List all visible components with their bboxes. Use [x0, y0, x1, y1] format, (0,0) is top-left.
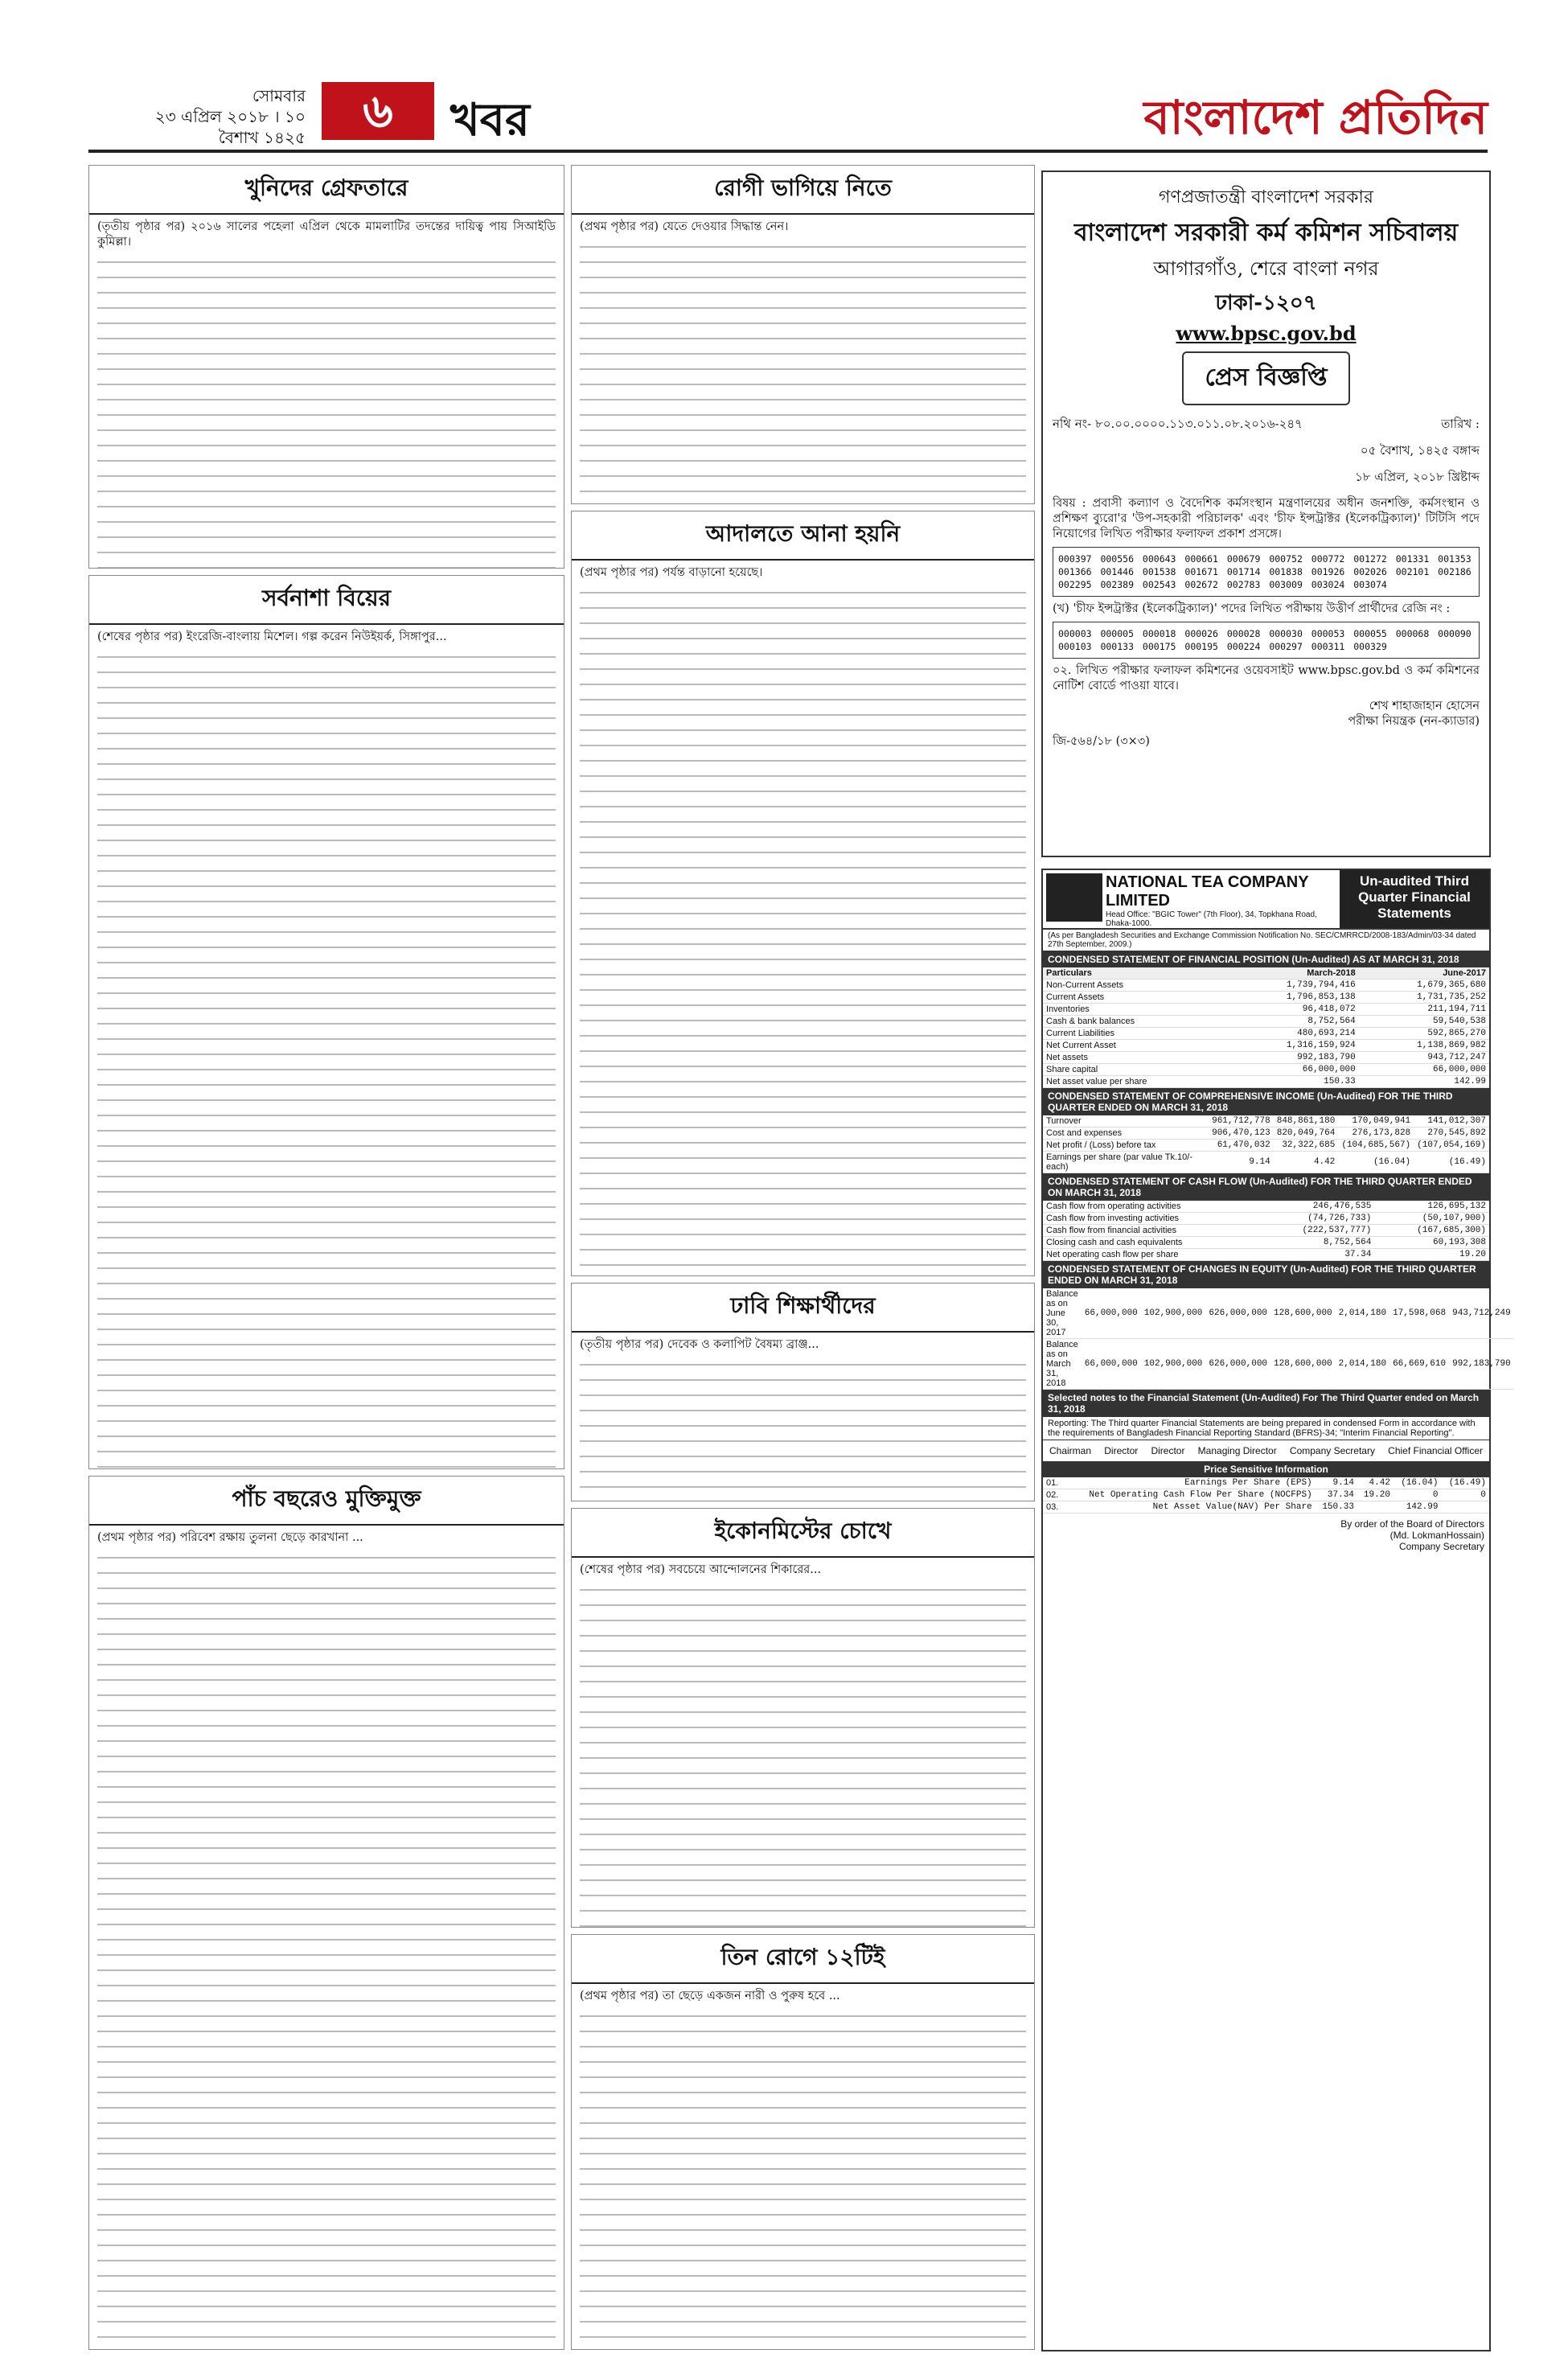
row-label: Current Assets — [1043, 992, 1229, 1004]
cell-value: 37.34 — [1316, 1489, 1357, 1501]
cell-value: 66,000,000 — [1229, 1064, 1359, 1076]
signature-label: Director — [1151, 1445, 1185, 1456]
psi-title: Price Sensitive Information — [1043, 1461, 1489, 1477]
row-label: Cash & bank balances — [1043, 1016, 1229, 1028]
article-title: আদালতে আনা হয়নি — [572, 511, 1034, 561]
masthead — [88, 77, 1488, 153]
signature-label: Director — [1104, 1445, 1139, 1456]
row-label: Inventories — [1043, 1004, 1229, 1016]
cell-value: (222,537,777) — [1260, 1225, 1375, 1237]
row-label: Net asset value per share — [1043, 1076, 1229, 1088]
cell-value: 66,000,000 — [1359, 1064, 1489, 1076]
article-body — [580, 2009, 1026, 2350]
table-row — [1043, 1028, 1489, 1040]
article-body — [580, 1583, 1026, 1928]
cell-value: (74,726,733) — [1260, 1213, 1375, 1225]
cell-value: 17,598,068 — [1389, 1288, 1449, 1339]
sci-table — [1043, 1115, 1489, 1173]
date-bn: ০৫ বৈশাখ, ১৪২৫ বঙ্গাব্দ — [1360, 443, 1480, 458]
statement-title: Un-audited Third Quarter Financial Statements — [1340, 870, 1489, 928]
notice-city: ঢাকা-১২০৭ — [1215, 291, 1317, 315]
secretary-title: Company Secretary — [1398, 1541, 1484, 1552]
cell-value — [1357, 1501, 1394, 1514]
company-address: Head Office: "BGIC Tower" (7th Floor), 34, Topkhana Road, Dhaka-1000. — [1106, 910, 1317, 928]
table-row — [1043, 1152, 1489, 1173]
row-label: Cash flow from investing activities — [1043, 1213, 1260, 1225]
cell-value: 60,193,308 — [1374, 1237, 1489, 1249]
table-row — [1043, 1040, 1489, 1052]
cell-value: (16.04) — [1394, 1477, 1442, 1489]
sce-title: CONDENSED STATEMENT OF CHANGES IN EQUITY (Un-Audited) FOR THE THIRD QUARTER ENDED ON MARCH 31, 2018 — [1043, 1261, 1489, 1288]
sfp-table: Particulars March-2018 June-2017 Non-Current Assets 1,739,794,416 1,679,365,680 Current Assets 1,796,853,138 1,731,735,252 Inventories 96,418,072 211,194,711 Cash & bank balances 8,752,564 59,540,538 Current Liabilities 480,693,214 592,865,270 Net Current Asset 1,316,159,924 1,138,869,982 Net assets 992,183,790 943,712,247 Share capital 66,000,000 66,000,000 Net asset value per share 150.33 142.99 — [1043, 967, 1489, 1088]
cell-value: (107,054,169) — [1414, 1140, 1489, 1152]
section-title: খবর — [450, 93, 530, 146]
date-label: তারিখ : — [1441, 417, 1480, 431]
table-row — [1043, 1288, 1514, 1339]
signature-label: Chief Financial Officer — [1388, 1445, 1483, 1456]
page-number: ৬ — [322, 82, 434, 140]
cell-value: 8,752,564 — [1260, 1237, 1375, 1249]
notes-text: Reporting: The Third quarter Financial Statements are being prepared in condensed Form in accordance with the requirements of Bangladesh Financial Reporting Standard (BFRS)-34; "Interim Financial Reporting". — [1043, 1417, 1489, 1440]
cell-value — [1441, 1501, 1489, 1514]
cell-value: (50,107,900) — [1374, 1213, 1489, 1225]
cell-value: 626,000,000 — [1205, 1339, 1270, 1390]
cell-value: 96,418,072 — [1229, 1004, 1359, 1016]
notice-meta — [1043, 412, 1489, 438]
cell-value: (167,685,300) — [1374, 1225, 1489, 1237]
article-lead: (তৃতীয় পৃষ্ঠার পর) ২০১৬ সালের পহেলা এপ্রিল থেকে মামলাটির তদন্তের দায়িত্ব পায় সিআইডি কুমিল্লা। — [97, 220, 556, 248]
psi-table — [1043, 1477, 1489, 1514]
row-label: Earnings per share (par value Tk.10/-each) — [1043, 1152, 1209, 1173]
table-row — [1043, 1201, 1489, 1213]
table-row — [1043, 1115, 1489, 1127]
cell-value: (16.04) — [1338, 1152, 1414, 1173]
article-lead: (শেষের পৃষ্ঠার পর) ইংরেজি-বাংলায় মিশেল। গল্প করেন নিউইয়র্ক, সিঙ্গাপুর... — [97, 630, 447, 643]
table-row — [1043, 980, 1489, 992]
cell-value: 943,712,247 — [1359, 1052, 1489, 1064]
table-row — [1043, 1501, 1489, 1514]
cell-value: 626,000,000 — [1205, 1288, 1270, 1339]
cell-value: 592,865,270 — [1359, 1028, 1489, 1040]
cell-value: 66,000,000 — [1082, 1288, 1141, 1339]
row-label: Balance as on March 31, 2018 — [1043, 1339, 1082, 1390]
cell-value: 276,173,828 — [1338, 1127, 1414, 1140]
signature-row — [1043, 1440, 1489, 1461]
cell-value: Earnings Per Share (EPS) — [1064, 1477, 1316, 1489]
cell-value: 1,679,365,680 — [1359, 980, 1489, 992]
cell-value: 9.14 — [1316, 1477, 1357, 1489]
article — [571, 1283, 1035, 1501]
table-row — [1043, 1339, 1514, 1390]
cell-value: 61,470,032 — [1209, 1140, 1274, 1152]
article-lead: (তৃতীয় পৃষ্ঠার পর) দেবেক ও কলাপিট বৈষম্য ব্রাঞ্জ... — [580, 1338, 819, 1351]
article — [88, 1476, 564, 2350]
signature-label: Managing Director — [1197, 1445, 1277, 1456]
row-label: 01. — [1043, 1477, 1064, 1489]
cell-value: (104,685,567) — [1338, 1140, 1414, 1152]
row-label: Net profit / (Loss) before tax — [1043, 1140, 1209, 1152]
article — [571, 511, 1035, 1276]
cell-value: 246,476,535 — [1260, 1201, 1375, 1213]
cell-value: 270,545,892 — [1414, 1127, 1489, 1140]
cell-value: 102,900,000 — [1141, 1288, 1206, 1339]
table-row — [1043, 1237, 1489, 1249]
roll-list-a: 000397 000556 000643 000661 000679 000752 000772 001272 001331 001353 001366 001446 001538 001671 001714 001838 001926 002026 002101 002186 002295 002389 002543 002672 002783 003009 003024 003074 — [1053, 547, 1480, 597]
scf-table — [1043, 1201, 1489, 1261]
sci-title: CONDENSED STATEMENT OF COMPREHENSIVE INCOME (Un-Audited) FOR THE THIRD QUARTER ENDED ON MARCH 31, 2018 — [1043, 1088, 1489, 1115]
article-lead: (প্রথম পৃষ্ঠার পর) যেতে দেওয়ার সিদ্ধান্ত নেন। — [580, 220, 789, 233]
cell-value: 0 — [1394, 1489, 1442, 1501]
row-label: Cash flow from financial activities — [1043, 1225, 1260, 1237]
row-label: Net assets — [1043, 1052, 1229, 1064]
cell-value: 66,000,000 — [1082, 1339, 1141, 1390]
table-row — [1043, 1477, 1489, 1489]
article-body — [97, 255, 556, 569]
cell-value: 141,012,307 — [1414, 1115, 1489, 1127]
table-row — [1043, 1249, 1489, 1261]
notice-org: বাংলাদেশ সরকারী কর্ম কমিশন সচিবালয় — [1073, 219, 1459, 247]
table-row — [1043, 1489, 1489, 1501]
cell-value: 59,540,538 — [1359, 1016, 1489, 1028]
cell-value: 820,049,764 — [1274, 1127, 1339, 1140]
article-title: সর্বনাশা বিয়ের — [89, 576, 564, 625]
table-row — [1043, 1016, 1489, 1028]
notice-footer: ০২. লিখিত পরীক্ষার ফলাফল কমিশনের ওয়েবসাইট www.bpsc.gov.bd ও কর্ম কমিশনের নোটিশ বোর্ডে পাওয়া যাবে। — [1053, 664, 1480, 692]
date-box — [121, 85, 306, 148]
article-lead: (প্রথম পৃষ্ঠার পর) পরিবেশ রক্ষায় তুলনা ছেড়ে কারখানা ... — [97, 1531, 363, 1544]
row-label: 02. — [1043, 1489, 1064, 1501]
article-lead: (প্রথম পৃষ্ঠার পর) তা ছেড়ে একজন নারী ও পুরুষ হবে ... — [580, 1990, 840, 2002]
cell-value: 2,014,180 — [1336, 1288, 1389, 1339]
article-title: ঢাবি শিক্ষার্থীদের — [572, 1284, 1034, 1333]
article-title: পাঁচ বছরেও মুক্তিমুক্ত — [89, 1477, 564, 1526]
row-label: Balance as on June 30, 2017 — [1043, 1288, 1082, 1339]
table-row — [1043, 1225, 1489, 1237]
sign-name: শেখ শাহাজাহান হোসেন — [1369, 700, 1480, 713]
article-title: রোগী ভাগিয়ে নিতে — [572, 166, 1034, 215]
cell-value: 1,739,794,416 — [1229, 980, 1359, 992]
cell-value: 32,322,685 — [1274, 1140, 1339, 1152]
weekday: সোমবার — [252, 86, 306, 105]
article-title: ইকোনমিস্টের চোখে — [572, 1509, 1034, 1558]
row-label: Closing cash and cash equivalents — [1043, 1237, 1260, 1249]
article — [88, 165, 564, 569]
notice-ref: জি-৫৬৪/১৮ (৩×৩) — [1053, 735, 1150, 748]
row-label: Cash flow from operating activities — [1043, 1201, 1260, 1213]
roll-list-b: 000003 000005 000018 000026 000028 000030 000053 000055 000068 000090 000103 000133 000175 000195 000224 000297 000311 000329 — [1053, 622, 1480, 659]
col-header: June-2017 — [1359, 967, 1489, 980]
notice-area: আগারগাঁও, শেরে বাংলা নগর — [1153, 257, 1379, 280]
signature-label: Chairman — [1049, 1445, 1092, 1456]
article — [88, 575, 564, 1469]
table-row — [1043, 1076, 1489, 1088]
row-label: Net operating cash flow per share — [1043, 1249, 1260, 1261]
table-row — [1043, 1052, 1489, 1064]
cell-value: 4.42 — [1274, 1152, 1339, 1173]
cell-value: 8,752,564 — [1229, 1016, 1359, 1028]
cell-value: 1,316,159,924 — [1229, 1040, 1359, 1052]
cell-value: (16.49) — [1441, 1477, 1489, 1489]
cell-value: 2,014,180 — [1336, 1339, 1389, 1390]
notice-website[interactable]: www.bpsc.gov.bd — [1176, 322, 1357, 345]
cell-value: 4.42 — [1357, 1477, 1394, 1489]
cell-value: 992,183,790 — [1449, 1339, 1514, 1390]
cell-value: 848,861,180 — [1274, 1115, 1339, 1127]
cell-value: 211,194,711 — [1359, 1004, 1489, 1016]
article-body — [580, 1357, 1026, 1501]
notice-gov: গণপ্রজাতন্ত্রী বাংলাদেশ সরকার — [1158, 187, 1374, 207]
cell-value: 480,693,214 — [1229, 1028, 1359, 1040]
cell-value: 0 — [1441, 1489, 1489, 1501]
cell-value: 19.20 — [1357, 1489, 1394, 1501]
cell-value: 906,470,123 — [1209, 1127, 1274, 1140]
scf-title: CONDENSED STATEMENT OF CASH FLOW (Un-Audited) FOR THE THIRD QUARTER ENDED ON MARCH 31, 2018 — [1043, 1173, 1489, 1201]
cell-value: Net Asset Value(NAV) Per Share — [1064, 1501, 1316, 1514]
cell-value: 142.99 — [1394, 1501, 1442, 1514]
date-line: ২৩ এপ্রিল ২০১৮ । ১০ বৈশাখ ১৪২৫ — [154, 107, 306, 147]
sfp-title: CONDENSED STATEMENT OF FINANCIAL POSITION (Un-Audited) AS AT MARCH 31, 2018 — [1043, 951, 1489, 967]
cell-value: 126,695,132 — [1374, 1201, 1489, 1213]
cell-value: 1,731,735,252 — [1359, 992, 1489, 1004]
company-logo — [1046, 873, 1102, 922]
cell-value: 150.33 — [1229, 1076, 1359, 1088]
row-label: Share capital — [1043, 1064, 1229, 1076]
article-title: খুনিদের গ্রেফতারে — [89, 166, 564, 215]
cell-value: 128,600,000 — [1270, 1288, 1336, 1339]
row-label: 03. — [1043, 1501, 1064, 1514]
company-name: NATIONAL TEA COMPANY LIMITED — [1106, 873, 1309, 910]
signature-label: Company Secretary — [1289, 1445, 1375, 1456]
cell-value: 961,712,778 — [1209, 1115, 1274, 1127]
article-body — [97, 1550, 556, 2350]
cell-value: 1,796,853,138 — [1229, 992, 1359, 1004]
article — [571, 1934, 1035, 2350]
cell-value: 37.34 — [1260, 1249, 1375, 1261]
notice-item-b: (খ) 'চীফ ইন্সট্রাক্টর (ইলেকট্রিক্যাল)' পদের লিখিত পরীক্ষায় উত্তীর্ণ প্রার্থীদের রেজি নং : — [1053, 602, 1451, 615]
table-row — [1043, 1004, 1489, 1016]
cell-value: 1,138,869,982 — [1359, 1040, 1489, 1052]
cell-value: 19.20 — [1374, 1249, 1489, 1261]
row-label: Net Current Asset — [1043, 1040, 1229, 1052]
cell-value: 102,900,000 — [1141, 1339, 1206, 1390]
secretary-name: (Md. LokmanHossain) — [1389, 1530, 1484, 1541]
date-en: ১৮ এপ্রিল, ২০১৮ খ্রিষ্টাব্দ — [1355, 470, 1480, 484]
notice-subject: বিষয় : প্রবাসী কল্যাণ ও বৈদেশিক কর্মসংস্থান মন্ত্রণালয়ের অধীন জনশক্তি, কর্মসংস্থান ও প্রশিক্ষণ ব্যুরো'র 'উপ-সহকারী পরিচালক' এবং 'চীফ ইন্সট্রাক্টর (ইলেকট্রিক্যাল)' টিটিসি পদে নিয়োগের লিখিত পরীক্ষার ফলাফল প্রকাশ প্রসঙ্গে। — [1053, 497, 1480, 540]
press-release-badge: প্রেস বিজ্ঞপ্তি — [1182, 351, 1349, 405]
row-label: Turnover — [1043, 1115, 1209, 1127]
board-order: By order of the Board of Directors — [1340, 1518, 1484, 1530]
article-lead: (প্রথম পৃষ্ঠার পর) পর্যন্ত বাড়ানো হয়েছে। — [580, 566, 763, 579]
article-body — [97, 650, 556, 1469]
table-row — [1043, 1127, 1489, 1140]
govt-notice — [1041, 170, 1491, 857]
cell-value: 9.14 — [1209, 1152, 1274, 1173]
row-label: Current Liabilities — [1043, 1028, 1229, 1040]
financial-statement-ad — [1041, 869, 1511, 2351]
article-body — [580, 240, 1026, 504]
cell-value: 150.33 — [1316, 1501, 1357, 1514]
cell-value: 142.99 — [1359, 1076, 1489, 1088]
cell-value: 943,712,249 — [1449, 1288, 1514, 1339]
row-label: Cost and expenses — [1043, 1127, 1209, 1140]
col-header: March-2018 — [1229, 967, 1359, 980]
article-title: তিন রোগে ১২টিই — [572, 1935, 1034, 1984]
cell-value: (16.49) — [1414, 1152, 1489, 1173]
cell-value: 66,669,610 — [1389, 1339, 1449, 1390]
bsec-note: (As per Bangladesh Securities and Exchange Commission Notification No. SEC/CMRRCD/2008-183/Admin/03-34 dated 27th September, 2009.) — [1043, 930, 1489, 951]
table-row — [1043, 1140, 1489, 1152]
row-label: Non-Current Assets — [1043, 980, 1229, 992]
article-body — [580, 585, 1026, 1276]
notes-title: Selected notes to the Financial Statement (Un-Audited) For The Third Quarter ended on March 31, 2018 — [1043, 1390, 1489, 1417]
table-row — [1043, 1213, 1489, 1225]
article-lead: (শেষের পৃষ্ঠার পর) সবচেয়ে আন্দোলনের শিকারের... — [580, 1563, 822, 1576]
memo-number: নথি নং- ৮০.০০.০০০০.১১৩.০১১.০৮.২০১৬-২৪৭ — [1053, 417, 1303, 431]
cell-value: 170,049,941 — [1338, 1115, 1414, 1127]
cell-value: 992,183,790 — [1229, 1052, 1359, 1064]
sign-title: পরীক্ষা নিয়ন্ত্রক (নন-ক্যাডার) — [1348, 715, 1480, 728]
article — [571, 1508, 1035, 1928]
sce-table — [1043, 1288, 1514, 1390]
cell-value: Net Operating Cash Flow Per Share (NOCFPS) — [1064, 1489, 1316, 1501]
table-row — [1043, 992, 1489, 1004]
brand-logo: বাংলাদেশ প্রতিদিন — [1143, 90, 1488, 145]
article — [571, 165, 1035, 504]
cell-value: 128,600,000 — [1270, 1339, 1336, 1390]
table-row — [1043, 1064, 1489, 1076]
